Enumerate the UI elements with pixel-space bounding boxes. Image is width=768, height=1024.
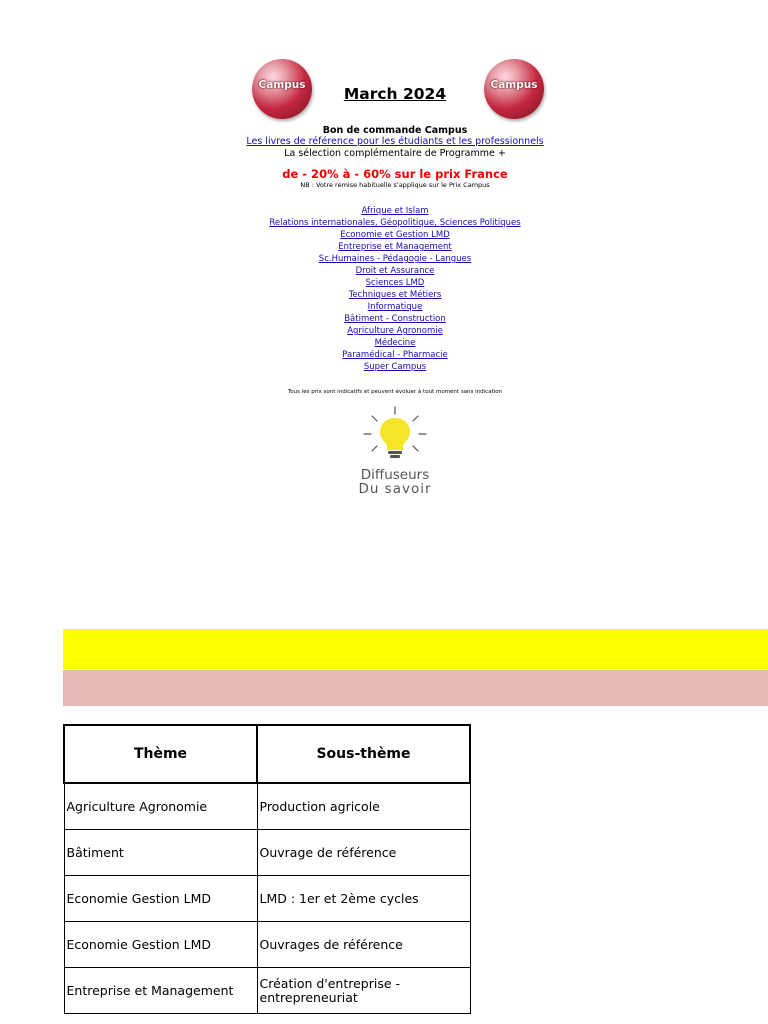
- page-title: March 2024: [343, 85, 447, 103]
- theme-cell: Agriculture Agronomie: [64, 783, 257, 830]
- theme-link-super-campus[interactable]: Super Campus: [363, 362, 427, 372]
- themes-table: [63, 724, 471, 1014]
- campus-logo: [484, 59, 544, 119]
- title-row: [230, 55, 560, 125]
- subtheme-cell: Production agricole: [257, 783, 470, 830]
- campus-logo-text: Campus: [258, 79, 306, 91]
- theme-link-sciences-humaines[interactable]: Sc.Humaines - Pédagogie - Langues: [318, 254, 472, 264]
- subtheme-cell: LMD : 1er et 2ème cycles: [257, 876, 470, 922]
- theme-link-droit-assurance[interactable]: Droit et Assurance: [355, 266, 435, 276]
- table-row: [64, 876, 470, 922]
- price-disclaimer: Tous les prix sont indicatifs et peuvent évoluer à tout moment sans indication: [287, 389, 503, 395]
- theme-link-entreprise-management[interactable]: Entreprise et Management: [338, 242, 452, 252]
- tagline-link[interactable]: Les livres de référence pour les étudiants et les professionnels: [246, 136, 544, 147]
- theme-link-afrique-islam[interactable]: Afrique et Islam: [361, 206, 429, 216]
- theme-link-medecine[interactable]: Médecine: [374, 338, 416, 348]
- theme-cell: Bâtiment: [64, 830, 257, 876]
- theme-link-sciences-lmd[interactable]: Sciences LMD: [365, 278, 425, 288]
- subtheme-cell: Ouvrage de référence: [257, 830, 470, 876]
- theme-link-relations-internationales[interactable]: Relations internationales, Géopolitique, Sciences Politiques: [269, 218, 521, 228]
- discount-banner: de - 20% à - 60% sur le prix France: [282, 167, 508, 181]
- theme-link-agriculture-agronomie[interactable]: Agriculture Agronomie: [347, 326, 443, 336]
- table-row: [64, 783, 470, 830]
- campus-logo-text: Campus: [490, 79, 538, 91]
- table-row: [64, 830, 470, 876]
- subtitle: Bon de commande Campus: [322, 125, 468, 136]
- diffuseurs-logo: [335, 404, 455, 504]
- brand-name: [335, 468, 455, 496]
- theme-cell: Economie Gestion LMD: [64, 876, 257, 922]
- highlight-band-pink: [63, 670, 768, 706]
- theme-link-batiment-construction[interactable]: Bâtiment - Construction: [344, 314, 446, 324]
- brand-line1: Diffuseurs: [360, 467, 430, 483]
- discount-note: NB : Votre remise habituelle s'applique sur le Prix Campus: [300, 181, 490, 189]
- theme-link-economie-gestion[interactable]: Economie et Gestion LMD: [340, 230, 450, 240]
- selection-text: La sélection complémentaire de Programme +: [284, 148, 506, 159]
- column-header-subtheme: Sous-thème: [257, 725, 470, 783]
- subtheme-cell: Création d'entreprise - entrepreneuriat: [257, 968, 470, 1014]
- theme-links: [230, 205, 560, 373]
- table-row: [64, 968, 470, 1014]
- table-row: [64, 922, 470, 968]
- lightbulb-icon: [335, 404, 455, 468]
- theme-cell: Entreprise et Management: [64, 968, 257, 1014]
- highlight-band-yellow: [63, 629, 768, 669]
- theme-link-techniques-metiers[interactable]: Techniques et Métiers: [348, 290, 442, 300]
- subtheme-cell: Ouvrages de référence: [257, 922, 470, 968]
- theme-link-informatique[interactable]: Informatique: [367, 302, 423, 312]
- theme-link-paramedical-pharmacie[interactable]: Paramédical - Pharmacie: [342, 350, 448, 360]
- table-header-row: [64, 725, 470, 783]
- column-header-theme: Thème: [64, 725, 257, 783]
- theme-cell: Economie Gestion LMD: [64, 922, 257, 968]
- brand-line2: Du savoir: [358, 481, 432, 497]
- order-form-header: [230, 55, 560, 504]
